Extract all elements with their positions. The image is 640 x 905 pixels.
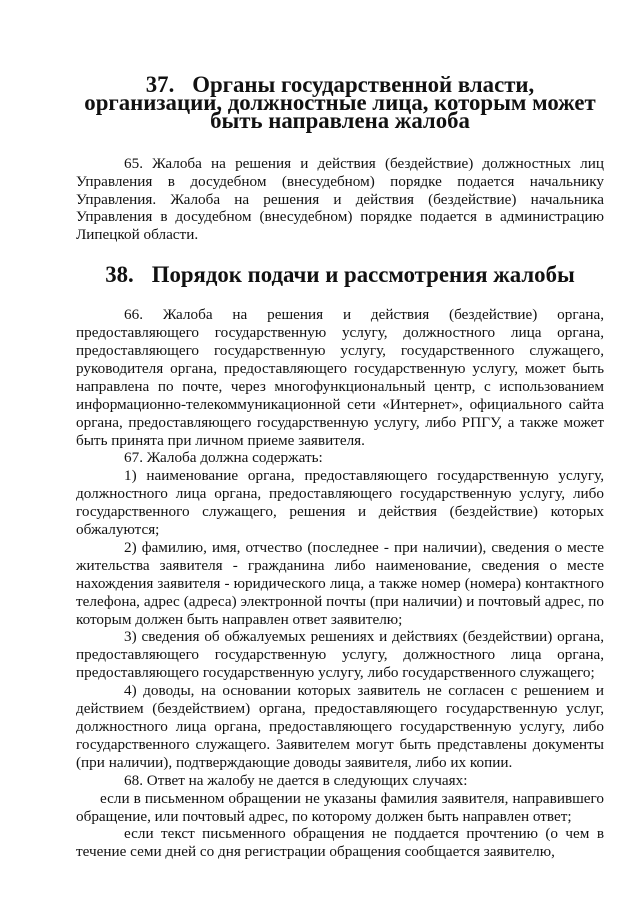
paragraph-68-item-2: если текст письменного обращения не поддается прочтению (о чем в течение семи дней со дня регистрации обращения сообщается заявителю, [76, 825, 604, 861]
paragraph-66: 66. Жалоба на решения и действия (бездействие) органа, предоставляющего государственную услугу, должностного лица органа, предоставляющего государственную услугу, государственного служащего, руководителя органа, предоставляющего государственную услугу, может быть направлена по почте, через многофункциональный центр, с использованием информационно-телекоммуникационной сети «Интернет», официального сайта органа, предоставляющего государственную услугу, либо РПГУ, а также может быть принята при личном приеме заявителя. [76, 306, 604, 449]
paragraph-67-item-1: 1) наименование органа, предоставляющего государственную услугу, должностного лица органа, предоставляющего государственную услугу, либо государственного служащего, решения и действия (бездействие) которых обжалуются; [76, 467, 604, 539]
paragraph-67: 67. Жалоба должна содержать: [124, 449, 323, 467]
paragraph-68: 68. Ответ на жалобу не дается в следующих случаях: [124, 771, 468, 789]
section-37-title: Органы государственной власти, организации, должностные лица, которым может быть направлена жалоба [84, 72, 596, 133]
section-38-heading [76, 262, 604, 288]
section-37-number: 37. [145, 72, 175, 97]
paragraph-67-item-4: 4) доводы, на основании которых заявитель не согласен с решением и действием (бездействием) органа, предоставляющего государственную услуг, должностного лица органа, предоставляющего государственную услугу, либо государственного служащего. Заявителем могут быть представлены документы (при наличии), подтверждающие доводы заявителя, либо их копии. [76, 682, 604, 771]
section-38-number: 38. [105, 262, 134, 288]
paragraph-67-item-3: 3) сведения об обжалуемых решениях и действиях (бездействии) органа, предоставляющего государственную услугу, должностного лица органа, предоставляющего государственную услугу, либо государственного служащего; [76, 628, 604, 682]
paragraph-67-item-2: 2) фамилию, имя, отчество (последнее - при наличии), сведения о месте жительства заявителя - гражданина либо наименование, сведения о месте нахождения заявителя - юридического лица, а также номер (номера) контактного телефона, адрес (адреса) электронной почты (при наличии) и почтовый адрес, по которым должен быть направлен ответ заявителю; [76, 538, 604, 628]
section-37-heading [76, 72, 604, 133]
paragraph-68-item-1: если в письменном обращении не указаны фамилия заявителя, направившего обращение, или почтовый адрес, по которому должен быть направлен ответ; [76, 789, 604, 825]
paragraph-65: 65. Жалоба на решения и действия (бездействие) должностных лиц Управления в досудебном (внесудебном) порядке подается начальнику Управления. Жалоба на решения и действия (бездействие) начальника Управления в досудебном (внесудебном) порядке подается в администрацию Липецкой области. [76, 154, 604, 244]
section-38-title: Порядок подачи и рассмотрения жалобы [151, 262, 575, 288]
